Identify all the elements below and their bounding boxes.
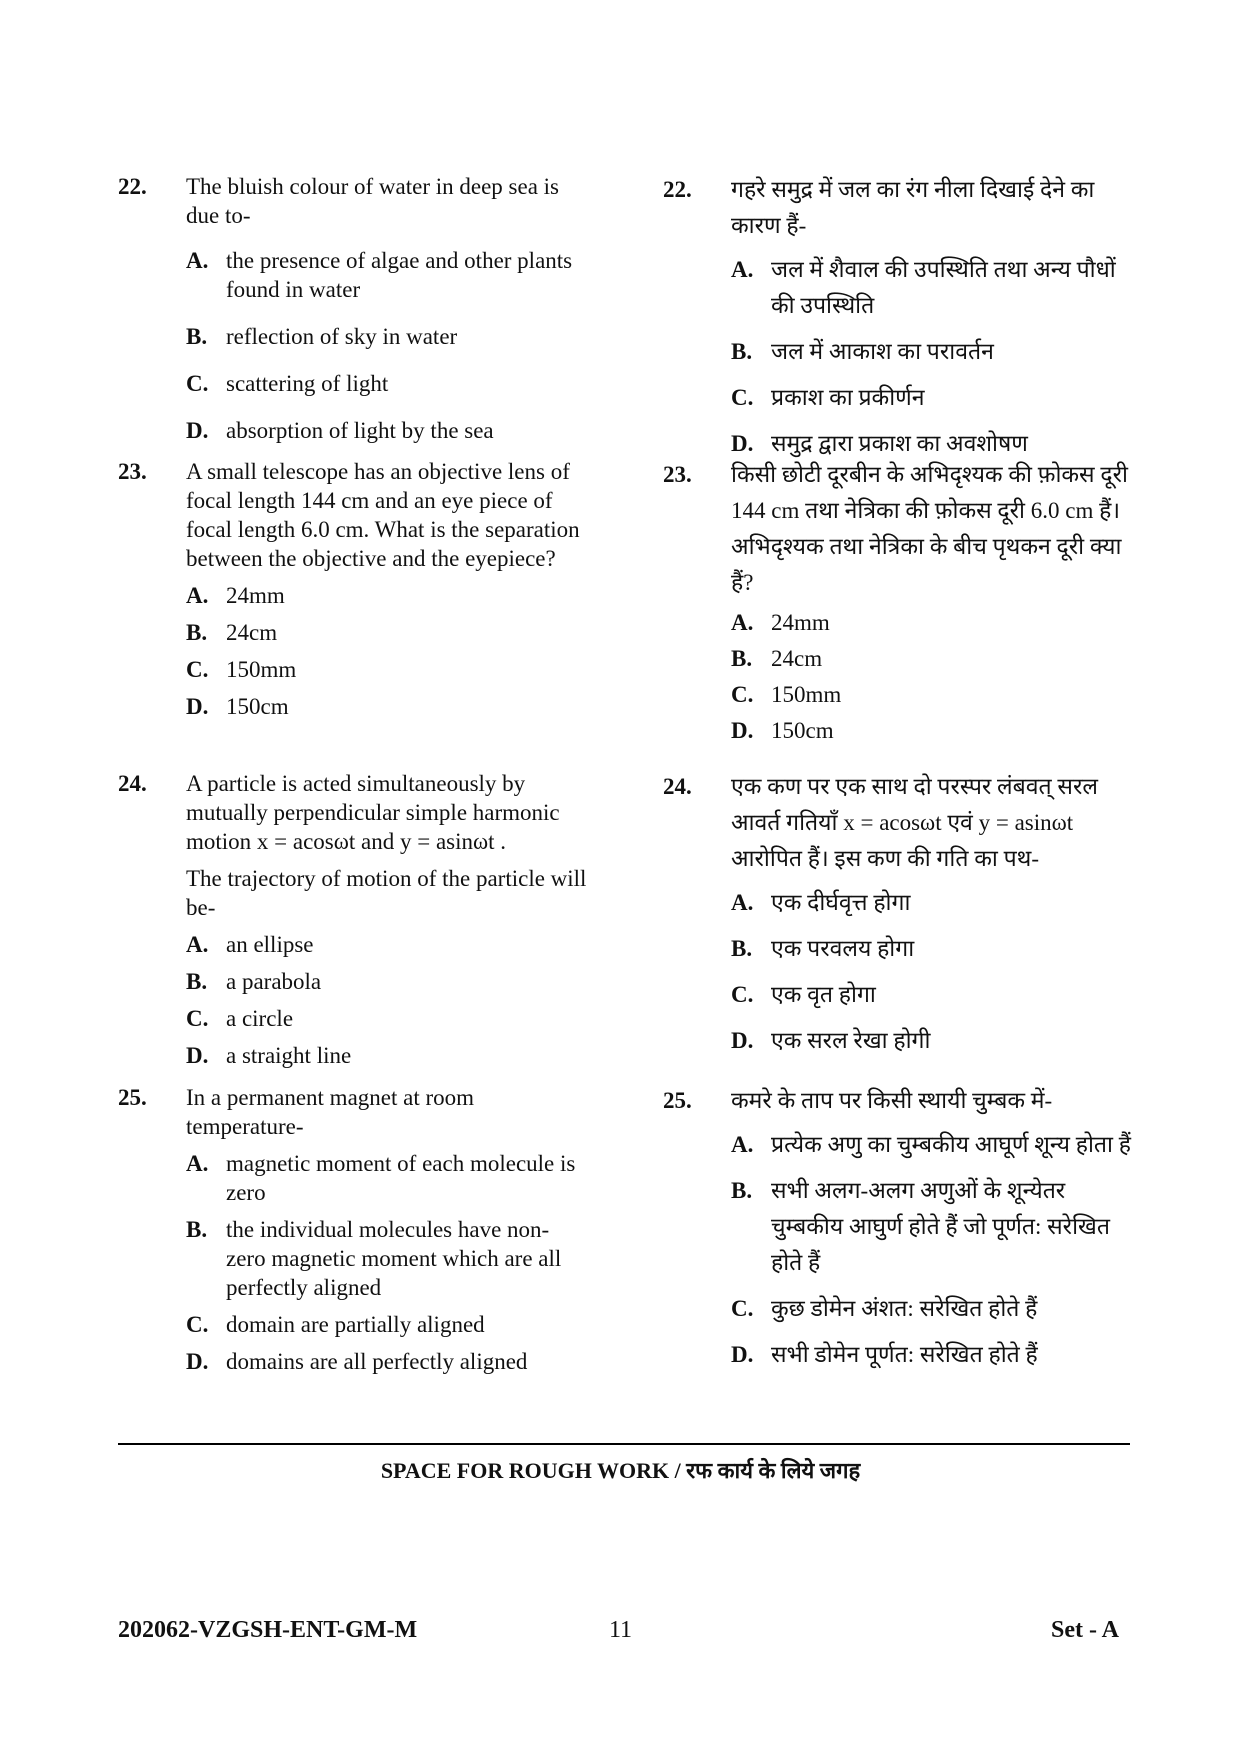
question-text: The bluish colour of water in deep sea is due to- [186,174,559,228]
question-23 [118,457,588,769]
option-c: C. 150mm [186,657,297,682]
option-a: A. जल में शैवाल की उपस्थिति तथा अन्य पौधों की उपस्थिति [731,257,1116,318]
question-number: 22. [663,177,692,202]
option-c: C. प्रकाश का प्रकीर्णन [731,385,925,410]
english-column [118,172,588,1384]
question-text: In a permanent magnet at room temperature- [186,1085,475,1139]
option-text: reflection of sky in water [226,324,458,349]
divider-rule [118,1443,1130,1445]
option-text: a circle [226,1006,294,1031]
question-text: A small telescope has an objective lens of focal length 144 cm and an eye piece of focal length 6.0 cm. What is the separation between the objective and the eyepiece? [186,459,580,571]
option-text: 150cm [771,718,834,743]
page-number: 11 [608,1617,633,1643]
option-text: कुछ डोमेन अंशत: सरेखित होते हैं [771,1296,1038,1321]
rough-work-heading: SPACE FOR ROUGH WORK / रफ कार्य के लिये जगह [380,1458,861,1483]
question-number: 24. [663,774,692,799]
option-text: 24mm [226,583,285,608]
option-d: D. domains are all perfectly aligned [186,1349,528,1374]
option-text: a straight line [226,1043,352,1068]
question-text: कमरे के ताप पर किसी स्थायी चुम्बक में- [731,1088,1053,1113]
option-b: B. जल में आकाश का परावर्तन [731,339,994,364]
option-c: C. a circle [186,1006,294,1031]
option-text: 24cm [771,646,823,671]
question-number: 23. [663,462,692,487]
option-text: जल में आकाश का परावर्तन [771,339,994,364]
option-text: scattering of light [226,371,389,396]
question-number: 23. [118,459,147,484]
question-number: 22. [118,174,147,199]
question-25-hindi [663,1083,1133,1373]
option-c: C. domain are partially aligned [186,1312,485,1337]
option-a: A. 24mm [731,610,830,635]
option-b: B. सभी अलग-अलग अणुओं के शून्येतर चुम्बकीय आघुर्ण होते हैं जो पूर्णत: सरेखित होते हैं [731,1178,1110,1275]
option-c: C. 150mm [731,682,842,707]
option-d: D. समुद्र द्वारा प्रकाश का अवशोषण [731,431,1028,456]
option-text: 24cm [226,620,278,645]
option-c: C. कुछ डोमेन अंशत: सरेखित होते हैं [731,1296,1038,1321]
option-d: D. एक सरल रेखा होगी [731,1028,931,1053]
option-text: एक दीर्घवृत्त होगा [771,890,911,915]
question-number: 25. [663,1088,692,1113]
option-text: domains are all perfectly aligned [226,1349,528,1374]
option-d: D. absorption of light by the sea [186,418,494,443]
option-c: C. scattering of light [186,371,389,396]
set-label: Set - A [1051,1617,1119,1643]
option-b: B. 24cm [186,620,278,645]
option-text: 24mm [771,610,830,635]
option-text: प्रत्येक अणु का चुम्बकीय आघूर्ण शून्य होता हैं [771,1132,1131,1157]
option-text: सभी डोमेन पूर्णत: सरेखित होते हैं [771,1342,1038,1367]
option-text: एक वृत होगा [771,982,876,1007]
option-text: एक परवलय होगा [771,936,915,961]
question-text: किसी छोटी दूरबीन के अभिदृश्यक की फ़ोकस दूरी 144 cm तथा नेत्रिका की फ़ोकस दूरी 6.0 cm हैं। अभिदृश्यक तथा नेत्रिका के बीच पृथकन दूरी क्या हैं? [731,462,1128,595]
question-text: गहरे समुद्र में जल का रंग नीला दिखाई देने का कारण हैं- [731,177,1095,238]
option-text: the presence of algae and other plants found in water [226,248,573,302]
hindi-column [663,172,1133,1383]
question-24-hindi [663,769,1133,1083]
option-text: absorption of light by the sea [226,418,494,443]
option-text: an ellipse [226,932,314,957]
option-d: D. 150cm [186,694,289,719]
option-b: B. reflection of sky in water [186,324,458,349]
option-a: A. प्रत्येक अणु का चुम्बकीय आघूर्ण शून्य होता हैं [731,1132,1131,1157]
option-text: समुद्र द्वारा प्रकाश का अवशोषण [771,431,1028,456]
option-b: B. 24cm [731,646,823,671]
option-text: एक सरल रेखा होगी [771,1028,931,1053]
option-text: magnetic moment of each molecule is zero [226,1151,576,1205]
option-d: D. सभी डोमेन पूर्णत: सरेखित होते हैं [731,1342,1038,1367]
option-a: A. the presence of algae and other plants found in water [186,248,573,302]
option-d: D. a straight line [186,1043,352,1068]
option-text: 150mm [771,682,842,707]
question-number: 24. [118,771,147,796]
option-d: D. 150cm [731,718,834,743]
option-c: C. एक वृत होगा [731,982,876,1007]
option-a: A. 24mm [186,583,285,608]
option-b: B. एक परवलय होगा [731,936,915,961]
question-text-continued: The trajectory of motion of the particle will be- [186,866,587,920]
option-text: 150mm [226,657,297,682]
question-25 [118,1083,588,1376]
option-a: A. an ellipse [186,932,314,957]
option-text: the individual molecules have non-zero magnetic moment which are all perfectly aligned [226,1217,562,1300]
question-24 [118,769,588,1083]
option-text: 150cm [226,694,289,719]
option-text: सभी अलग-अलग अणुओं के शून्येतर चुम्बकीय आघुर्ण होते हैं जो पूर्णत: सरेखित होते हैं [771,1178,1110,1275]
option-text: प्रकाश का प्रकीर्णन [771,385,925,410]
question-number: 25. [118,1085,147,1110]
option-text: a parabola [226,969,322,994]
question-text: A particle is acted simultaneously by mutually perpendicular simple harmonic motion x = acosωt and y = asinωt . [186,771,560,854]
question-text: एक कण पर एक साथ दो परस्पर लंबवत् सरल आवर्त गतियाँ x = acosωt एवं y = asinωt आरोपित हैं। इस कण की गति का पथ- [731,774,1098,871]
option-b: B. a parabola [186,969,322,994]
question-22 [118,172,588,457]
question-23-hindi [663,457,1133,769]
option-text: domain are partially aligned [226,1312,485,1337]
paper-code: 202062-VZGSH-ENT-GM-M [118,1617,418,1643]
option-text: जल में शैवाल की उपस्थिति तथा अन्य पौधों की उपस्थिति [771,257,1116,318]
option-a: A. magnetic moment of each molecule is zero [186,1151,576,1205]
option-b: B. the individual molecules have non-zero magnetic moment which are all perfectly aligned [186,1217,562,1300]
option-a: A. एक दीर्घवृत्त होगा [731,890,911,915]
question-22-hindi [663,172,1133,457]
